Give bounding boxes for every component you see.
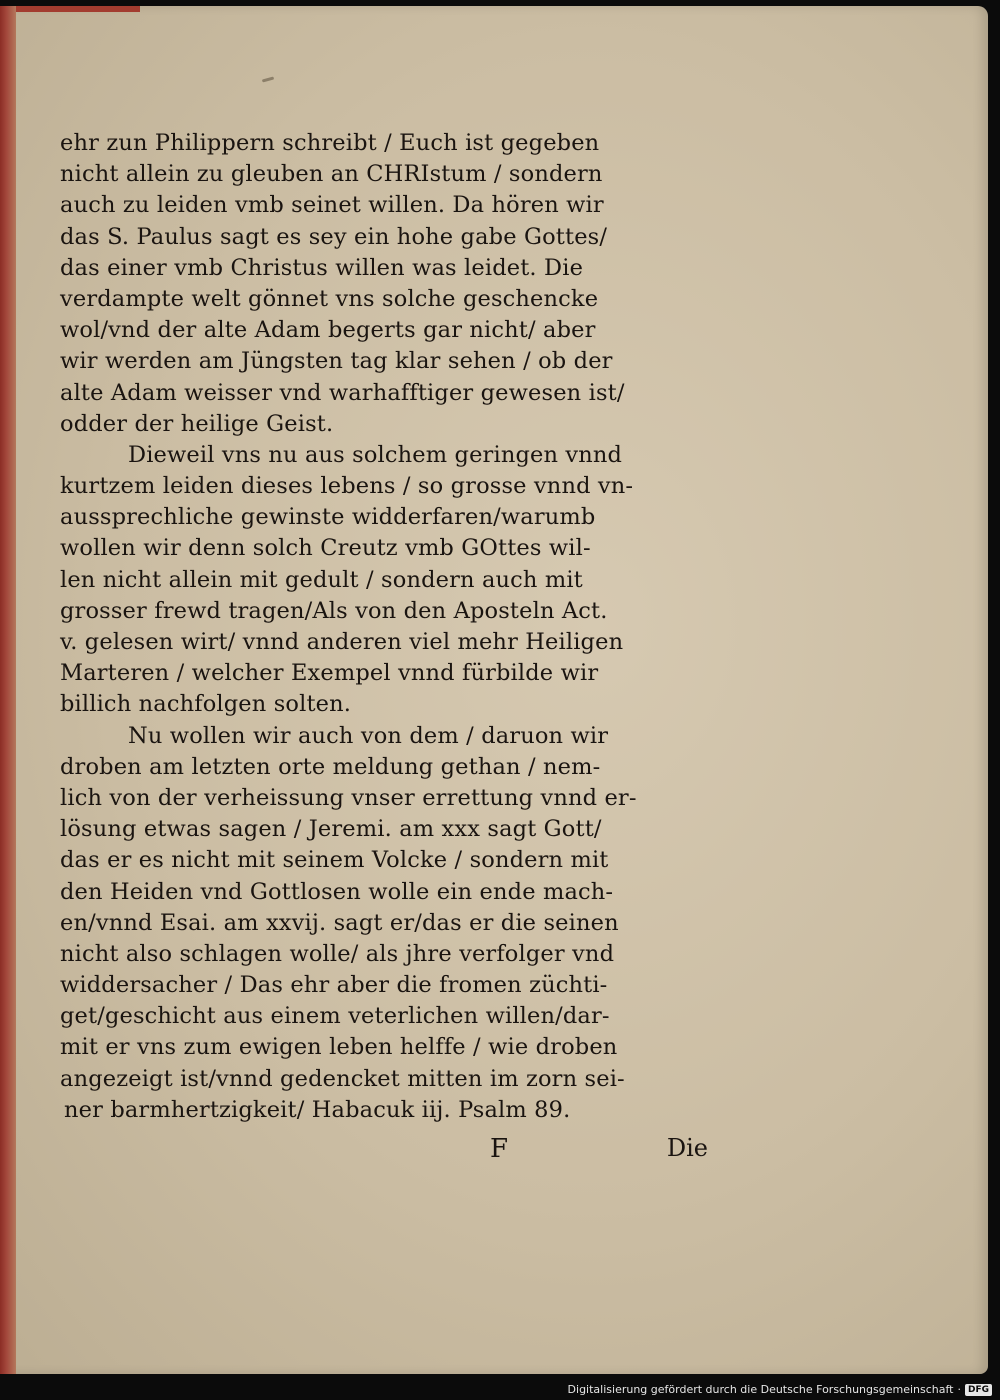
digitization-credit bbox=[568, 1383, 992, 1396]
text-line: angezeigt ist/vnnd gedencket mitten im zorn sei- bbox=[60, 1065, 625, 1092]
text-line: lich von der verheissung vnser errettung vnnd er- bbox=[60, 784, 637, 811]
text-line: nicht allein zu gleuben an CHRIstum / sondern bbox=[60, 161, 603, 188]
text-block bbox=[60, 128, 710, 1126]
paragraph-start-line: Nu wollen wir auch von dem / daruon wir bbox=[128, 722, 609, 749]
text-line: alte Adam weisser vnd warhafftiger gewesen ist/ bbox=[60, 379, 625, 406]
text-line: en/vnnd Esai. am xxvij. sagt er/das er die seinen bbox=[60, 909, 619, 936]
text-line: odder der heilige Geist. bbox=[60, 410, 334, 437]
text-line: len nicht allein mit gedult / sondern auch mit bbox=[60, 566, 583, 593]
binding-edge-top bbox=[0, 6, 140, 12]
text-line: das er es nicht mit seinem Volcke / sondern mit bbox=[60, 847, 609, 874]
book-page bbox=[0, 6, 988, 1374]
text-line: aussprechliche gewinste widderfaren/warumb bbox=[60, 504, 596, 531]
text-line: Marteren / welcher Exempel vnnd fürbilde wir bbox=[60, 660, 599, 687]
text-line: billich nachfolgen solten. bbox=[60, 691, 352, 718]
paragraph-start-line: Dieweil vns nu aus solchem geringen vnnd bbox=[128, 441, 623, 468]
text-line: ehr zun Philippern schreibt / Euch ist gegeben bbox=[60, 130, 600, 156]
signature-mark: F bbox=[490, 1134, 509, 1164]
text-line: v. gelesen wirt/ vnnd anderen viel mehr Heiligen bbox=[60, 629, 624, 655]
text-line: kurtzem leiden dieses lebens / so grosse vnnd vn- bbox=[60, 473, 634, 500]
text-line: den Heiden vnd Gottlosen wolle ein ende mach- bbox=[60, 878, 614, 905]
text-line: mit er vns zum ewigen leben helffe / wie droben bbox=[60, 1034, 618, 1061]
text-line: get/geschicht aus einem veterlichen willen/dar- bbox=[60, 1003, 610, 1030]
text-line: das S. Paulus sagt es sey ein hohe gabe Gottes/ bbox=[60, 223, 608, 250]
credit-separator: · bbox=[957, 1383, 961, 1396]
text-line: lösung etwas sagen / Jeremi. am xxx sagt Gott/ bbox=[60, 816, 602, 843]
text-line: wir werden am Jüngsten tag klar sehen / ob der bbox=[60, 348, 613, 375]
text-line: grosser frewd tragen/Als von den Aposteln Act. bbox=[60, 597, 608, 624]
page-footer bbox=[60, 1134, 710, 1174]
text-line: wol/vnd der alte Adam begerts gar nicht/ aber bbox=[60, 317, 596, 344]
text-line: widdersacher / Das ehr aber die fromen züchti- bbox=[60, 972, 608, 999]
text-line: auch zu leiden vmb seinet willen. Da hören wir bbox=[60, 192, 604, 219]
catchword: Die bbox=[666, 1134, 708, 1162]
text-line: ner barmhertzigkeit/ Habacuk iij. Psalm 89. bbox=[64, 1096, 571, 1123]
text-line: droben am letzten orte meldung gethan / nem- bbox=[60, 753, 601, 780]
text-line: verdampte welt gönnet vns solche geschencke bbox=[60, 285, 599, 312]
ink-mark bbox=[262, 76, 274, 82]
text-line: wollen wir denn solch Creutz vmb GOttes wil- bbox=[60, 535, 591, 562]
book-spine bbox=[0, 6, 16, 1374]
dfg-logo-icon: DFG bbox=[965, 1384, 992, 1396]
credit-text: Digitalisierung gefördert durch die Deutsche Forschungsgemeinschaft bbox=[567, 1383, 954, 1396]
text-line: das einer vmb Christus willen was leidet. Die bbox=[60, 254, 584, 281]
text-line: nicht also schlagen wolle/ als jhre verfolger vnd bbox=[60, 940, 615, 967]
